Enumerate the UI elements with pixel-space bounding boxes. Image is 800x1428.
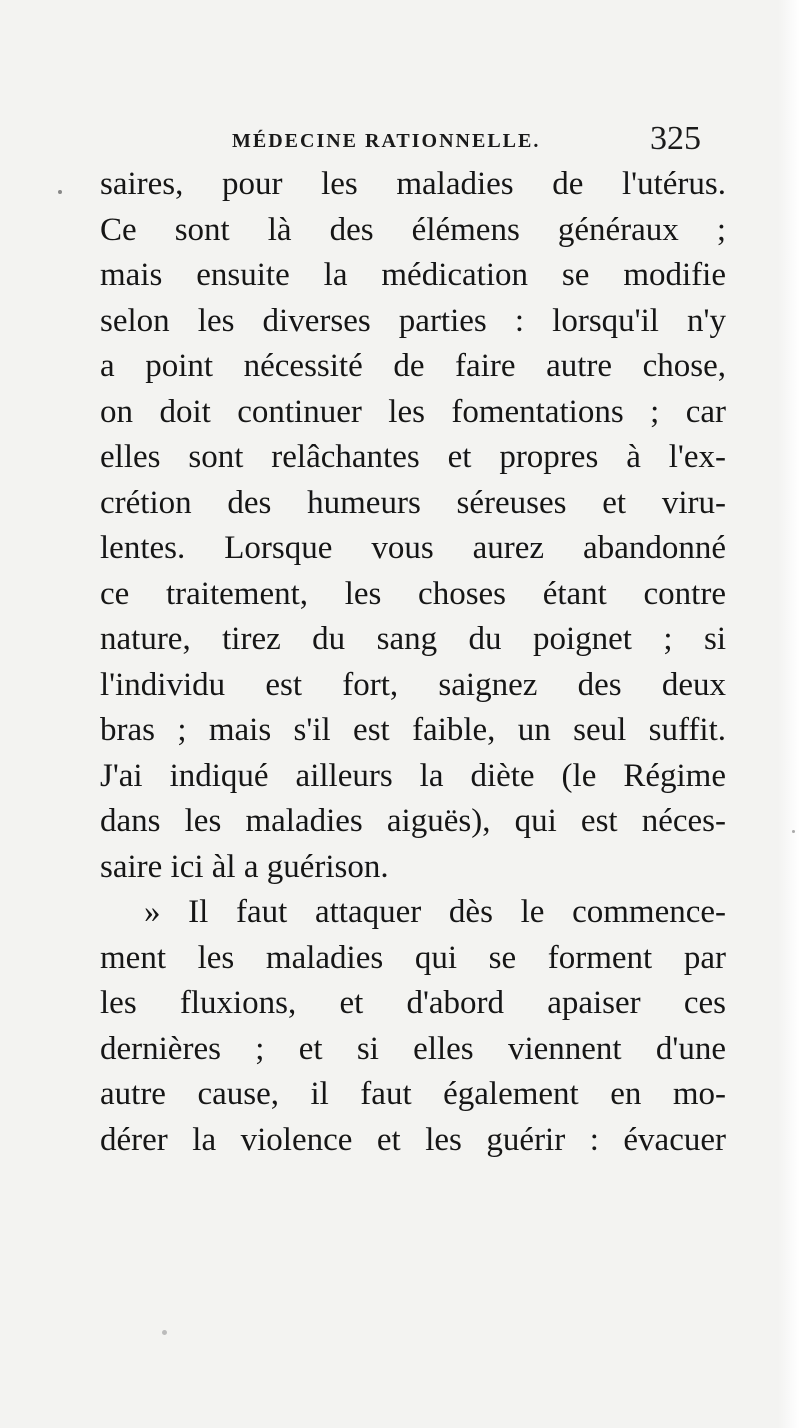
text-line: l'individu est fort, saignez des deux [100, 666, 726, 703]
running-head [0, 122, 800, 162]
text-line: saire ici àl a guérison. [100, 848, 389, 885]
body-text [100, 162, 726, 1163]
text-line: autre cause, il faut également en mo- [100, 1076, 726, 1112]
text-line: saires, pour les maladies de l'utérus. [100, 166, 726, 202]
text-line: dérer la violence et les guérir : évacuer [100, 1121, 726, 1158]
text-line: » Il faut attaquer dès le commence- [144, 894, 726, 930]
page-number: 325 [650, 120, 701, 157]
text-line: dernières ; et si elles viennent d'une [100, 1030, 726, 1067]
text-line: nature, tirez du sang du poignet ; si [100, 621, 726, 657]
text-line: J'ai indiqué ailleurs la diète (le Régime [100, 757, 726, 794]
text-line: mais ensuite la médication se modifie [100, 257, 726, 293]
text-line: ce traitement, les choses étant contre [100, 575, 726, 612]
ink-speck [58, 190, 62, 194]
running-title: MÉDECINE RATIONNELLE. [232, 130, 541, 152]
text-line: dans les maladies aiguës), qui est néces- [100, 803, 726, 839]
scan-edge [778, 0, 800, 1428]
text-line: selon les diverses parties : lorsqu'il n'y [100, 302, 726, 339]
text-line: Ce sont là des élémens généraux ; [100, 211, 726, 248]
text-line: elles sont relâchantes et propres à l'ex- [100, 439, 726, 475]
text-line: a point nécessité de faire autre chose, [100, 348, 726, 384]
text-line: lentes. Lorsque vous aurez abandonné [100, 530, 726, 566]
text-line: les fluxions, et d'abord apaiser ces [100, 985, 726, 1021]
text-line: crétion des humeurs séreuses et viru- [100, 484, 726, 521]
text-line: on doit continuer les fomentations ; car [100, 393, 726, 430]
text-line: ment les maladies qui se forment par [100, 939, 726, 976]
ink-speck [792, 830, 795, 833]
ink-speck [162, 1330, 167, 1335]
text-line: bras ; mais s'il est faible, un seul suffit. [100, 712, 726, 748]
